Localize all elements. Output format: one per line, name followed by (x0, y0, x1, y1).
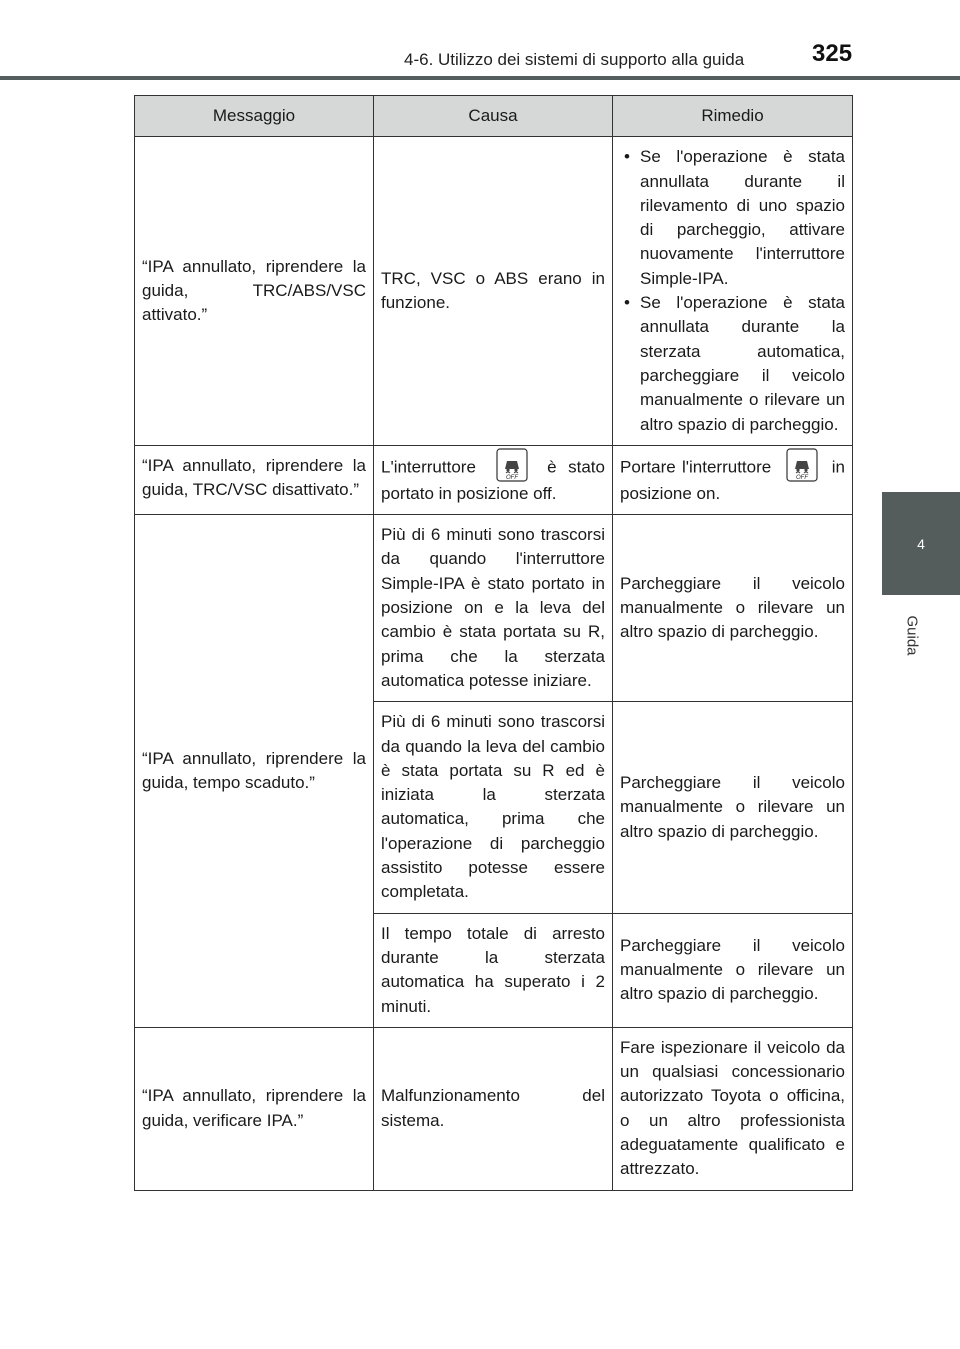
section-title: 4-6. Utilizzo dei sistemi di supporto alla guida (404, 50, 745, 69)
cause-cell: Il tempo totale di arresto durante la sterzata automatica ha superato i 2 minuti. (374, 913, 613, 1027)
message-cell: “IPA annullato, riprendere la guida, TRC/ABS/VSC attivato.” (135, 137, 374, 446)
table-row (135, 137, 853, 446)
message-cell: “IPA annullato, riprendere la guida, TRC/VSC disattivato.” (135, 445, 374, 514)
chapter-label (902, 605, 922, 665)
remedy-cell (613, 137, 853, 446)
message-cell: “IPA annullato, riprendere la guida, verificare IPA.” (135, 1027, 374, 1190)
cause-cell: TRC, VSC o ABS erano in funzione. (374, 137, 613, 446)
remedy-text-before: Portare l'interruttore (620, 457, 772, 477)
column-header-rimedio: Rimedio (613, 96, 853, 137)
table-row (135, 515, 853, 702)
cause-cell (374, 445, 613, 514)
table-header-row (135, 96, 853, 137)
cause-text-before: L'interruttore (381, 457, 476, 477)
remedy-cell: Parcheggiare il veicolo manualmente o rilevare un altro spazio di parcheggio. (613, 515, 853, 702)
remedy-cell: Parcheggiare il veicolo manualmente o rilevare un altro spazio di parcheggio. (613, 913, 853, 1027)
column-header-causa: Causa (374, 96, 613, 137)
remedy-item: • Se l'operazione è stata annullata durante il rilevamento di uno spazio di parcheggio, attivare nuovamente l'interruttore Simple-IPA. (620, 145, 845, 291)
column-header-messaggio: Messaggio (135, 96, 374, 137)
messages-table (134, 95, 853, 1191)
cause-cell: Malfunzionamento del sistema. (374, 1027, 613, 1190)
vsc-off-icon (786, 448, 818, 482)
remedy-text-after: in posizione on. (620, 457, 845, 503)
remedy-cell (613, 445, 853, 514)
remedy-item: • Se l'operazione è stata annullata durante la sterzata automatica, parcheggiare il veicolo manualmente o rilevare un altro spazio di parcheggio. (620, 291, 845, 437)
table-row (135, 445, 853, 514)
remedy-cell: Fare ispezionare il veicolo da un qualsiasi concessionario autorizzato Toyota o officina, o un altro professionista adeguatamente qualificato e attrezzato. (613, 1027, 853, 1190)
chapter-tab (882, 492, 960, 595)
page-number: 325 (812, 40, 853, 67)
svg-text:OFF: OFF (505, 474, 518, 481)
chapter-label-text: Guida (903, 614, 921, 656)
message-cell: “IPA annullato, riprendere la guida, tempo scaduto.” (135, 515, 374, 1028)
remedy-cell: Parcheggiare il veicolo manualmente o rilevare un altro spazio di parcheggio. (613, 702, 853, 913)
cause-text-after: è stato portato in posizione off. (381, 457, 605, 503)
cause-cell: Più di 6 minuti sono trascorsi da quando l'interruttore Simple-IPA è stato portato in posizione on e la leva del cambio è stata portata su R, prima che la sterzata automatica potesse iniziare. (374, 515, 613, 702)
table-row (135, 1027, 853, 1190)
svg-text:OFF: OFF (795, 474, 808, 481)
chapter-number: 4 (917, 535, 925, 552)
header-divider (0, 76, 960, 80)
remedy-list (620, 145, 845, 437)
cause-cell: Più di 6 minuti sono trascorsi da quando la leva del cambio è stata portata su R ed è iniziata la sterzata automatica, prima che l'operazione di parcheggio assistito potesse essere completata. (374, 702, 613, 913)
vsc-off-icon (496, 448, 528, 482)
